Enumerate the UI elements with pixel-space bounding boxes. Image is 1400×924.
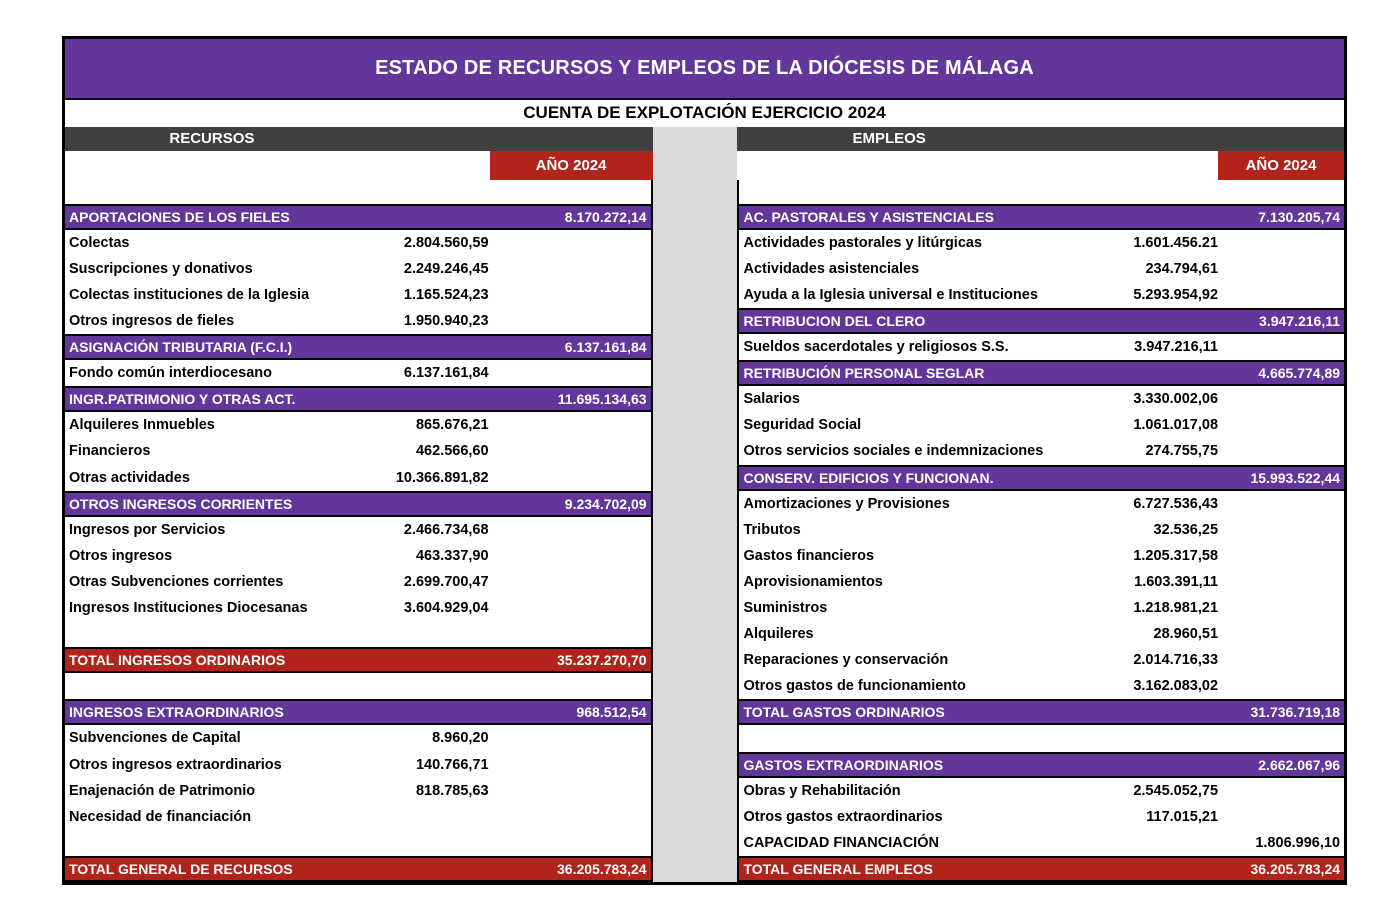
row-label: RETRIBUCION DEL CLERO <box>743 312 926 329</box>
row-amount: 2.699.700,47 <box>403 573 489 590</box>
row-amount: 2.804.560,59 <box>403 234 489 251</box>
empleos-year-label: AÑO 2024 <box>1245 156 1317 174</box>
row-label: Actividades pastorales y litúrgicas <box>743 234 983 251</box>
row-amount: 3.162.083,02 <box>1133 678 1219 695</box>
row-label: Otras Subvenciones corrientes <box>69 573 284 590</box>
row-label: Otros ingresos de fieles <box>69 312 235 329</box>
row-label: Enajenación de Patrimonio <box>69 782 256 799</box>
row-total: 4.665.774,89 <box>1258 365 1341 382</box>
item-row <box>65 725 651 751</box>
row-label: Colectas instituciones de la Iglesia <box>69 286 310 303</box>
row-label: Colectas <box>69 234 130 251</box>
section-header-row <box>739 204 1344 230</box>
item-row <box>739 491 1344 517</box>
grand-total-row <box>65 647 651 673</box>
recursos-year-badge <box>490 151 653 180</box>
blank-row <box>739 725 1344 751</box>
item-row <box>739 804 1344 830</box>
section-header-row <box>65 334 651 360</box>
row-amount: 140.766,71 <box>415 756 489 773</box>
section-header-row <box>739 699 1344 725</box>
row-amount: 32.536,25 <box>1153 521 1219 538</box>
empleos-year-row <box>737 151 1344 180</box>
row-total: 36.205.783,24 <box>1250 860 1341 877</box>
item-row <box>739 517 1344 543</box>
item-row <box>739 256 1344 282</box>
row-label: Actividades asistenciales <box>743 260 920 277</box>
row-total: 1.806.996,10 <box>1255 834 1341 851</box>
section-header-row <box>65 386 651 412</box>
spacer-row <box>737 180 1344 204</box>
row-amount: 2.249.246,45 <box>403 260 489 277</box>
row-label: CAPACIDAD FINANCIACIÓN <box>743 834 939 851</box>
row-label: Otros ingresos extraordinarios <box>69 756 282 773</box>
item-row <box>65 438 651 464</box>
row-label: RETRIBUCIÓN PERSONAL SEGLAR <box>743 365 985 382</box>
title-bar <box>65 39 1344 100</box>
item-row <box>739 543 1344 569</box>
empleos-year-badge <box>1218 151 1344 180</box>
item-row <box>739 595 1344 621</box>
item-row <box>739 569 1344 595</box>
row-amount: 6.137.161,84 <box>403 365 489 382</box>
item-total-row <box>739 830 1344 856</box>
row-label: CONSERV. EDIFICIOS Y FUNCIONAN. <box>743 469 994 486</box>
row-total: 11.695.134,63 <box>557 391 647 408</box>
row-amount: 10.366.891,82 <box>395 469 489 486</box>
row-label: Subvenciones de Capital <box>69 730 241 747</box>
item-row <box>65 412 651 438</box>
row-label: TOTAL GASTOS ORDINARIOS <box>743 704 945 721</box>
row-label: Otros ingresos <box>69 547 173 564</box>
row-total: 15.993.522,44 <box>1250 469 1341 486</box>
row-label: Obras y Rehabilitación <box>743 782 901 799</box>
row-total: 36.205.783,24 <box>557 860 647 877</box>
statement-sheet <box>62 36 1347 885</box>
row-label: TOTAL GENERAL EMPLEOS <box>743 860 934 877</box>
recursos-header-label: RECURSOS <box>169 130 255 148</box>
recursos-table <box>65 127 653 882</box>
item-row <box>65 595 651 621</box>
row-amount: 28.960,51 <box>1153 626 1219 643</box>
row-amount: 1.061.017,08 <box>1133 417 1219 434</box>
subtitle-row <box>65 100 1344 127</box>
center-gutter <box>653 127 738 882</box>
item-row <box>65 256 651 282</box>
section-header-row <box>739 752 1344 778</box>
row-label: INGR.PATRIMONIO Y OTRAS ACT. <box>69 391 296 408</box>
row-total: 8.170.272,14 <box>564 208 647 225</box>
row-amount: 117.015,21 <box>1146 808 1219 825</box>
grand-total-row <box>739 856 1344 882</box>
blank-row <box>65 621 651 647</box>
row-amount: 818.785,63 <box>415 782 489 799</box>
empleos-table <box>737 127 1344 882</box>
section-header-row <box>739 465 1344 491</box>
table-body <box>65 127 1344 882</box>
row-label: Otros servicios sociales e indemnizaciones <box>743 443 1044 460</box>
row-label: GASTOS EXTRAORDINARIOS <box>743 756 944 773</box>
row-label: Otras actividades <box>69 469 190 486</box>
item-row <box>739 438 1344 464</box>
recursos-rows <box>65 204 653 882</box>
row-amount: 462.566,60 <box>415 443 489 460</box>
item-row <box>65 308 651 334</box>
empleos-column-header <box>737 127 1344 151</box>
item-row <box>739 334 1344 360</box>
row-label: APORTACIONES DE LOS FIELES <box>69 208 290 225</box>
row-label: AC. PASTORALES Y ASISTENCIALES <box>743 208 994 225</box>
item-row <box>65 282 651 308</box>
row-amount: 1.603.391,11 <box>1134 573 1219 590</box>
row-label: Otros gastos extraordinarios <box>743 808 943 825</box>
row-label: Sueldos sacerdotales y religiosos S.S. <box>743 339 1009 356</box>
blank-row <box>65 673 651 699</box>
row-amount: 3.604.929,04 <box>403 600 489 617</box>
empleos-rows <box>737 204 1344 882</box>
section-header-row <box>65 699 651 725</box>
item-row <box>65 517 651 543</box>
row-amount: 1.205.317,58 <box>1133 547 1219 564</box>
row-label: Aprovisionamientos <box>743 573 883 590</box>
row-amount: 1.601.456.21 <box>1133 234 1219 251</box>
section-header-row <box>65 204 651 230</box>
item-row <box>739 282 1344 308</box>
row-label: OTROS INGRESOS CORRIENTES <box>69 495 293 512</box>
item-row <box>65 230 651 256</box>
item-row <box>739 412 1344 438</box>
spacer-row <box>65 180 653 204</box>
item-row <box>65 569 651 595</box>
row-label: Reparaciones y conservación <box>743 652 949 669</box>
row-amount: 1.950.940,23 <box>403 312 489 329</box>
row-amount: 1.165.524,23 <box>403 286 489 303</box>
row-total: 35.237.270,70 <box>557 652 647 669</box>
empleos-header-label: EMPLEOS <box>852 130 926 148</box>
row-amount: 2.545.052,75 <box>1133 782 1219 799</box>
item-row <box>739 778 1344 804</box>
recursos-column-header <box>65 127 653 151</box>
row-amount: 865.676,21 <box>415 417 489 434</box>
row-label: ASIGNACIÓN TRIBUTARIA (F.C.I.) <box>69 339 293 356</box>
page-title: ESTADO DE RECURSOS Y EMPLEOS DE LA DIÓCESIS DE MÁLAGA <box>375 56 1034 79</box>
section-header-row <box>739 360 1344 386</box>
blank-row <box>65 830 651 856</box>
row-amount: 5.293.954,92 <box>1133 286 1219 303</box>
page-subtitle: CUENTA DE EXPLOTACIÓN EJERCICIO 2024 <box>523 103 886 123</box>
row-label: Necesidad de financiación <box>69 808 252 825</box>
row-label: Otros gastos de funcionamiento <box>743 678 966 695</box>
item-row <box>739 386 1344 412</box>
row-label: Alquileres <box>743 626 814 643</box>
row-label: TOTAL GENERAL DE RECURSOS <box>69 860 293 877</box>
item-row <box>739 647 1344 673</box>
row-label: Salarios <box>743 391 800 408</box>
row-amount: 6.727.536,43 <box>1133 495 1219 512</box>
row-label: Suscripciones y donativos <box>69 260 253 277</box>
row-label: Ayuda a la Iglesia universal e Instituciones <box>743 286 1038 303</box>
recursos-year-label: AÑO 2024 <box>535 156 607 174</box>
item-row <box>65 778 651 804</box>
row-amount: 8.960,20 <box>432 730 489 747</box>
row-amount: 463.337,90 <box>415 547 489 564</box>
row-total: 968.512,54 <box>576 704 647 721</box>
item-row <box>65 543 651 569</box>
row-label: Tributos <box>743 521 801 538</box>
grand-total-row <box>65 856 651 882</box>
row-label: Ingresos Instituciones Diocesanas <box>69 600 308 617</box>
row-total: 2.662.067,96 <box>1258 756 1341 773</box>
item-row <box>65 360 651 386</box>
item-row <box>739 230 1344 256</box>
row-total: 3.947.216,11 <box>1259 312 1341 329</box>
row-label: TOTAL INGRESOS ORDINARIOS <box>69 652 286 669</box>
row-total: 6.137.161,84 <box>564 339 647 356</box>
item-row <box>739 621 1344 647</box>
item-row <box>739 673 1344 699</box>
row-amount: 2.466.734,68 <box>403 521 489 538</box>
row-label: Financieros <box>69 443 151 460</box>
row-amount: 1.218.981,21 <box>1133 600 1219 617</box>
row-label: Ingresos por Servicios <box>69 521 226 538</box>
row-label: Amortizaciones y Provisiones <box>743 495 950 512</box>
row-amount: 274.755,75 <box>1145 443 1219 460</box>
row-total: 31.736.719,18 <box>1250 704 1341 721</box>
row-label: Gastos financieros <box>743 547 875 564</box>
row-label: Suministros <box>743 600 828 617</box>
row-amount: 3.330.002,06 <box>1133 391 1219 408</box>
row-total: 7.130.205,74 <box>1258 208 1341 225</box>
item-row <box>65 465 651 491</box>
section-header-row <box>739 308 1344 334</box>
row-amount: 3.947.216,11 <box>1134 339 1219 356</box>
row-total: 9.234.702,09 <box>564 495 647 512</box>
item-row <box>65 804 651 830</box>
row-amount: 234.794,61 <box>1145 260 1219 277</box>
item-row <box>65 752 651 778</box>
section-header-row <box>65 491 651 517</box>
recursos-year-row <box>65 151 653 180</box>
row-label: Alquileres Inmuebles <box>69 417 215 434</box>
row-label: Seguridad Social <box>743 417 862 434</box>
row-label: Fondo común interdiocesano <box>69 365 273 382</box>
row-amount: 2.014.716,33 <box>1133 652 1219 669</box>
row-label: INGRESOS EXTRAORDINARIOS <box>69 704 284 721</box>
